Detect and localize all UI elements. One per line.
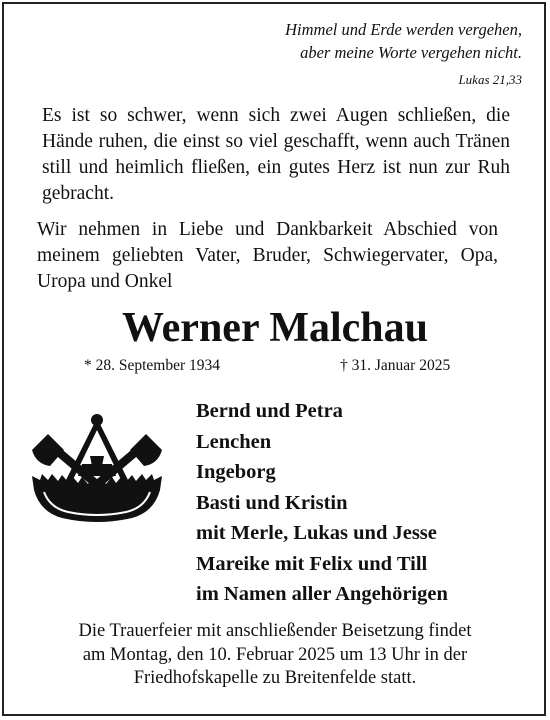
list-item: Lenchen — [196, 430, 272, 453]
carpenter-guild-emblem-icon — [28, 410, 166, 522]
list-item: Ingeborg — [196, 461, 276, 483]
quote-line: Himmel und Erde werden vergehen, — [285, 20, 522, 39]
funeral-line: am Montag, den 10. Februar 2025 um 13 Uhr in der — [82, 644, 468, 665]
funeral-notice — [0, 620, 550, 691]
bible-quote — [285, 18, 522, 64]
deceased-name: Werner Malchau — [121, 305, 429, 351]
list-item: mit Merle, Lukas und Jesse — [196, 522, 437, 544]
poem-text: Es ist so schwer, wenn sich zwei Augen schließen, die Hände ruhen, die einst so viel geschafft, wenn auch Tränen still und heimlich fließen, ein gutes Herz ist nun zur Ruh gebracht. — [42, 105, 510, 204]
funeral-line: Friedhofskapelle zu Breitenfelde statt. — [133, 668, 417, 688]
intro-text: Wir nehmen in Liebe und Dankbarkeit Abschied von meinem geliebten Vater, Bruder, Schwiegervater, Opa, Uropa und Onkel — [37, 219, 498, 292]
list-item: im Namen aller Angehörigen — [196, 583, 448, 605]
list-item: Basti und Kristin — [196, 491, 348, 514]
list-item: Mareike mit Felix und Till — [196, 552, 428, 575]
funeral-line: Die Trauerfeier mit anschließender Beisetzung findet — [78, 621, 472, 641]
birth-date: * 28. September 1934 — [84, 357, 221, 374]
list-item: Bernd und Petra — [196, 400, 343, 422]
quote-line: aber meine Worte vergehen nicht. — [300, 43, 522, 62]
mourners-list — [196, 396, 448, 610]
quote-reference: Lukas 21,33 — [458, 72, 522, 87]
death-date: † 31. Januar 2025 — [340, 357, 451, 374]
